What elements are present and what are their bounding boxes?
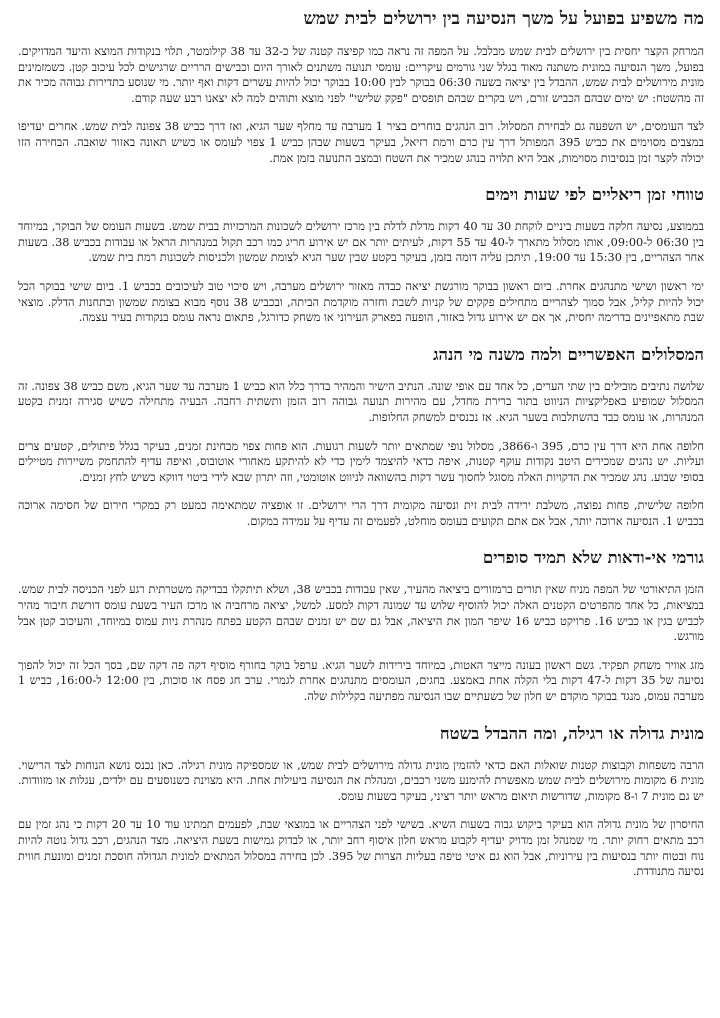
section-paragraph: בממוצע, נסיעה חלקה בשעות ביניים לוקחת 30 עד 40 דקות מדלת לדלת בין מרכז ירושלים לשכונות המרכזיות בבית שמש. בשעות העומס של הבוקר, במיוחד בין 06:30 ל-09:00, אותו מסלול מתארך ל-40 עד 55 דקות, לעיתים יותר אם יש אירוע חריג כמו רכב תקול במנהרות הראל או עבודות בכביש 38. בשעות אחר הצהריים, בין 15:30 עד 19:00, תיתכן עליה דומה בזמן, בעיקר בקטע שבין שער הגיא לצומת שמשון ולכניסות לשכונות רמת בית שמש. — [18, 220, 704, 265]
section-paragraph: שלושה נתיבים מובילים בין שתי הערים, כל אחד עם אופי שונה. הנתיב הישיר והמהיר בדרך כלל הוא כביש 1 מערבה עד שער הגיא, משם כביש 38 צפונה. זה המסלול שמופיע באפליקציות הניווט בתור ברירת מחדל, עם מהירות תנועה גבוהה רוב הזמן ותשתית רחבה. הבעיה מתחילה כשיש סגירה זמנית בקטע המנהרות, או עומס כבד בהשתלבות בשער הגיא. אז נכנסים למשחק החלופות. — [18, 379, 705, 424]
section-title-routes: המסלולים האפשריים ולמה משנה מי הנהג — [433, 344, 704, 364]
section-paragraph: חלופה אחת היא דרך עין כרם, 395 ו-3866, מסלול נופי שמתאים יותר לשעות רגועות. הוא פחות צפוי מבחינת זמנים, בעיקר בגלל פיתולים, קטעים צרים ועליות. יש נהגים שמכירים היטב נקודות עוקף קטנות, איפה כדאי להיצמד לימין כדי לא להיתקע מאחורי אוטובוס, ואיפה עדיף להתחמק משיירות מטיילים בסופי שבוע. נהג שמכיר את הדקויות האלה מסוגל לחסוך עשר דקות בהשוואה לניווט אוטומטי, וזה יתרון שבא לידי ביטוי דווקא כשיש לחץ זמנים. — [18, 439, 704, 484]
section-paragraph: הזמן התיאורטי של המפה מניח שאין תורים ברמזורים ביציאה מהעיר, שאין עבודות בכביש 38, ושלא תיתקלו בבדיקה משטרתית רגע לפני הכניסה לבית שמש. במציאות, כל אחד מהפרטים הקטנים האלה יכול להוסיף שלוש עד שמונה דקות למסע. למשל, יציאה מרחביה או מרכז העיר בשעת עומס דורשת חיבור מהיר לכביש בגין או כביש 16. פרויקט כביש 16 שיפר המון את היציאה, אבל גם שם יש זמנים שבהם הקטע בפתח מנהרת ניות עמוס במיוחד, והעיכוב קטן אבל מורגש. — [18, 583, 705, 644]
section-paragraph: ימי ראשון ושישי מתנהגים אחרת. ביום ראשון בבוקר מורגשת יציאה כבדה מאזור ירושלים מערבה, ויש סיכוי טוב לעיכובים בכביש 1. ביום שישי בבוקר הכל יכול להיות קליל, אבל סמוך לצהריים מתחילים פקקים של קניות לשבת וחזרה מוקדמת הביתה, ובכביש 38 נוסף מבוא בצומת שמשון ובתחנות הדלק. מוצאי שבת מתאפיינים בדרימה יחסית, אך אם יש אירוע גדול באזור, הופעה בפארק העירוני או משחק כדורגל, פתאום נראה עומס בנקודות בעיר עצמה. — [18, 279, 704, 325]
article-title: מה משפיע בפועל על משך הנסיעה בין ירושלים לבית שמש — [303, 9, 704, 29]
section-title-time-ranges: טווחי זמן ריאליים לפי שעות וימים — [485, 185, 704, 205]
section-title-taxi-size: מונית גדולה או רגילה, ומה ההבדל בשטח — [439, 723, 704, 743]
intro-paragraph: לצד העומסים, יש השפעה גם לבחירת המסלול. רוב הנהגים בוחרים בציר 1 מערבה עד מחלף שער הגיא, ואז דרך כביש 38 צפונה לבית שמש. אחרים יעדיפו במצבים מסוימים את כביש 395 המפותל דרך עין כרם ורמת רזיאל, בעיקר בשעות שבהן כביש 1 צפוי לעומס או כשיש תאונה באזור שואבה. הבחירה הזו יכולה לקצר זמן בנסיבות מסוימות, אבל היא תלויה בנהג שמכיר את השטח ובמצב התנועה בזמן אמת. — [18, 120, 704, 165]
intro-paragraph: המרחק הקצר יחסית בין ירושלים לבית שמש מבלבל. על המפה זה נראה כמו קפיצה קטנה של כ-32 עד 38 קילומטר, תלוי בנקודות המוצא והיעד המדויקים. בפועל, משך הנסיעה במונית משתנה מאוד בגלל שני גורמים עיקריים: עומסי תנועה משתנים לאורך היום וכבישים הרריים שרגישים לכל עיכוב קטן. כשמזמינים מונית מירושלים לבית שמש, ההבדל בין יציאה בשעה 06:30 בבוקר לבין 10:00 בבוקר יכול להיות עשרים דקות ואף יותר. מי שנוסע בתדירות גבוהה מכיר את זה מהשטח: יש ימים שבהם הכביש זורם, ויש בקרים שבהם תופסים "פקק שלישי" לפני מוצא ותוהים למה לא יצאנו רבע שעה קודם. — [18, 45, 704, 105]
section-paragraph: החיסרון של מונית גדולה הוא בעיקר ביקוש גבוה בשעות השיא. בשישי לפני הצהריים או במוצאי שבת, לפעמים תמתינו עוד 10 עד 20 דקות כי נהג זמין עם רכב מתאים רחוק יותר. מי שמנהל זמן מדויק יעדיף לקבוע מראש חלון איסוף רחב יותר, או לבדוק גמישות בשעת היציאה. מצד הנהגים, רכב גדול נוטה להיות נוח ובטוח יותר בנסיעות בין עירוניות, אבל הוא גם איטי טיפה בעליות הצרות של 395. לכן בחירה במסלול המתאים למונית הגדולה חוסכת זמנים ומונעת חווית נסיעה מתנודדת. — [18, 818, 705, 879]
section-paragraph: מזג אוויר משחק תפקיד. גשם ראשון בעונה מייצר האטות, במיוחד בירידות לשער הגיא. ערפל בוקר בחורף מוסיף דקה פה דקה שם, בסך הכל זה יכול להפוך נסיעה של 35 דקות ל-47 דקות בלי הקלה אחת באמצע. בחגים, העומסים מתנהגים אחרת לגמרי. ערב חג פסח או סוכות, בין 12:00 ל-16:00, כביש 1 מערבה עמוס, מנגד בבוקר מוקדם יש חלון של כשעתיים שבו הנסיעה מפתיעה בקלילות שלה. — [18, 658, 705, 704]
section-paragraph: חלופה שלישית, פחות נפוצה, משלבת ירידה לבית זית ונסיעה מקומית דרך הרי ירושלים. זו אופציה שמתאימה כמעט רק במקרי חירום של חסימה ארוכה בכביש 1. הנסיעה ארוכה יותר, אבל אם אתם תקועים בעומס מוחלט, לפעמים זה עדיף על עמידה במקום. — [18, 499, 704, 528]
section-title-uncertainty: גורמי אי-ודאות שלא תמיד סופרים — [482, 548, 704, 568]
section-paragraph: הרבה משפחות וקבוצות קטנות שואלות האם כדאי להזמין מונית גדולה מירושלים לבית שמש, או שמספיקה מונית רגילה. כאן נכנס נושא הנוחות לצד הרישוי. מונית 6 מקומות מירושלים לבית שמש מאפשרת להימנע משני רכבים, ומנהלת את הנסיעה ביעילות אחת. היא מצוינת כשנוסעים עם ילדים, עגלות או מזוודות. יש גם מונית 7 ו-8 מקומות, שדורשות תיאום מראש יותר רציני, בעיקר בשעות עומס. — [18, 758, 704, 803]
